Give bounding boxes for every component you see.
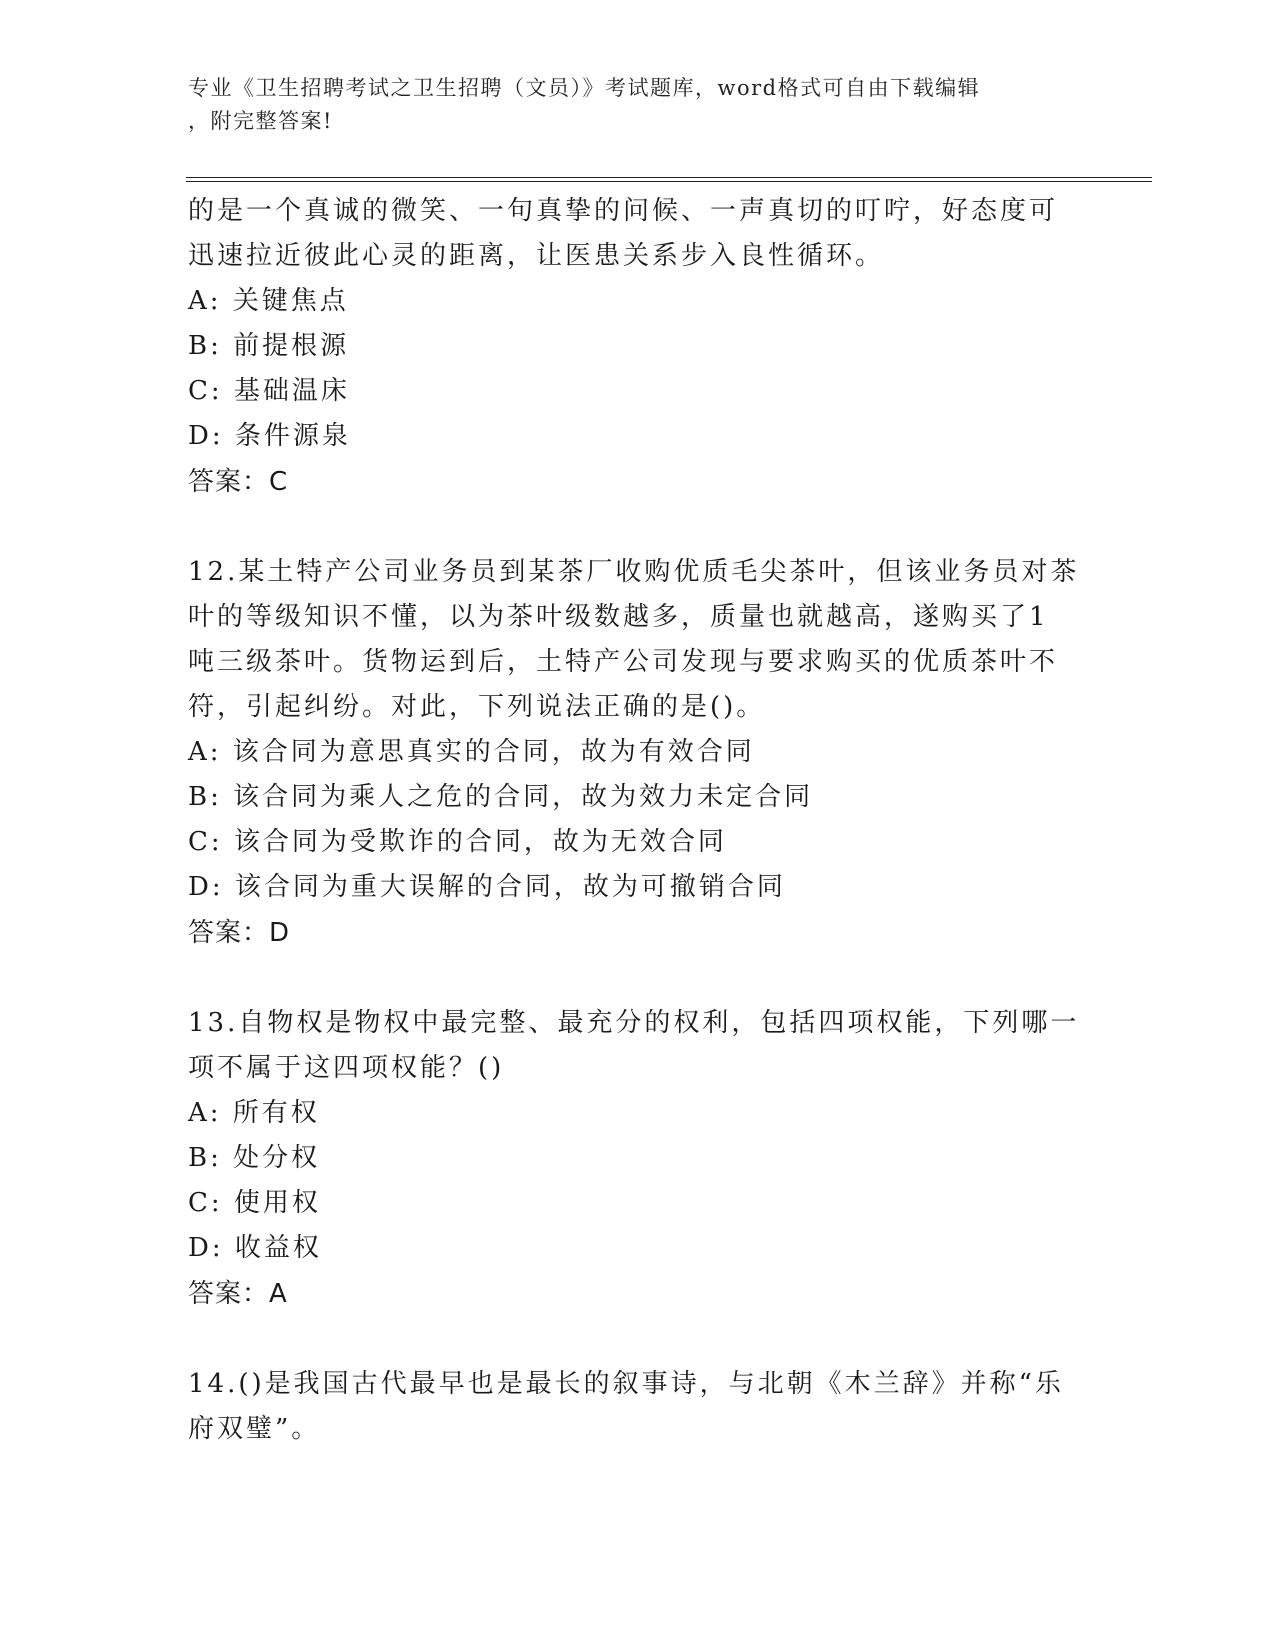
question-13 bbox=[188, 1001, 1088, 1317]
option-a: A: 该合同为意思真实的合同，故为有效合同 bbox=[188, 737, 755, 767]
header-line-1: 专业《卫生招聘考试之卫生招聘（文员）》考试题库，word格式可自由下载编辑 bbox=[188, 76, 981, 100]
answer: 答案：A bbox=[188, 1279, 288, 1309]
question-stem-line: 符，引起纠纷。对此，下列说法正确的是()。 bbox=[188, 692, 766, 722]
question-stem-line: 13.自物权是物权中最完整、最充分的权利，包括四项权能，下列哪一 bbox=[188, 1008, 1080, 1038]
question-11 bbox=[188, 189, 1088, 505]
option-c: C: 使用权 bbox=[188, 1188, 321, 1218]
question-stem-line: 的是一个真诚的微笑、一句真挚的问候、一声真切的叮咛，好态度可 bbox=[188, 196, 1059, 226]
option-b: B: 该合同为乘人之危的合同，故为效力未定合同 bbox=[188, 782, 814, 812]
question-12 bbox=[188, 550, 1088, 956]
question-14 bbox=[188, 1362, 1088, 1452]
question-stem-line: 吨三级茶叶。货物运到后，土特产公司发现与要求购买的优质茶叶不 bbox=[188, 647, 1059, 677]
option-c: C: 基础温床 bbox=[188, 376, 350, 406]
question-list bbox=[188, 189, 1088, 1452]
question-stem-line: 项不属于这四项权能？() bbox=[188, 1053, 505, 1083]
spacer bbox=[188, 956, 1088, 1001]
spacer bbox=[188, 1317, 1088, 1362]
question-stem-line: 迅速拉近彼此心灵的距离，让医患关系步入良性循环。 bbox=[188, 241, 885, 271]
header-divider bbox=[186, 177, 1152, 182]
question-stem-line: 府双璧”。 bbox=[188, 1414, 321, 1444]
question-stem-line: 叶的等级知识不懂，以为茶叶级数越多，质量也就越高，遂购买了1 bbox=[188, 602, 1049, 632]
page-header bbox=[188, 72, 1088, 138]
option-d: D: 收益权 bbox=[188, 1233, 322, 1263]
option-d: D: 条件源泉 bbox=[188, 421, 351, 451]
header-line-2: ，附完整答案! bbox=[188, 109, 333, 133]
spacer bbox=[188, 505, 1088, 550]
question-stem-line: 12.某土特产公司业务员到某茶厂收购优质毛尖茶叶，但该业务员对茶 bbox=[188, 557, 1080, 587]
option-c: C: 该合同为受欺诈的合同，故为无效合同 bbox=[188, 827, 727, 857]
answer: 答案：C bbox=[188, 467, 289, 497]
answer: 答案：D bbox=[188, 918, 291, 948]
option-b: B: 前提根源 bbox=[188, 331, 350, 361]
option-d: D: 该合同为重大误解的合同，故为可撤销合同 bbox=[188, 872, 786, 902]
option-b: B: 处分权 bbox=[188, 1143, 321, 1173]
option-a: A: 关键焦点 bbox=[188, 286, 349, 316]
question-stem-line: 14.()是我国古代最早也是最长的叙事诗，与北朝《木兰辞》并称“乐 bbox=[188, 1369, 1064, 1399]
option-a: A: 所有权 bbox=[188, 1098, 320, 1128]
